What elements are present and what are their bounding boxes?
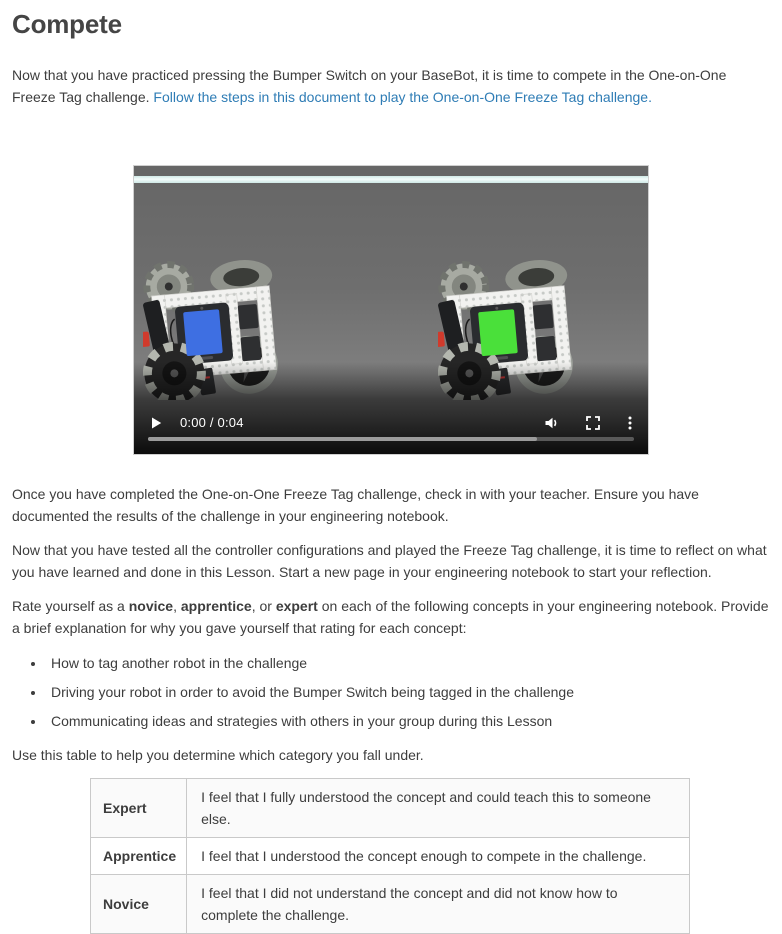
rate-term-apprentice: apprentice [180,598,252,614]
paragraph-check-in: Once you have completed the One-on-One Freeze Tag challenge, check in with your teacher. Ensure you have documented the results of the challenge in your engineering notebook. [12,486,699,524]
list-item-text: How to tag another robot in the challenge [51,655,308,671]
play-icon [149,416,163,430]
rubric-level-expert: Expert [91,779,187,838]
rubric-description: I feel that I understood the concept enough to compete in the challenge. [187,838,690,875]
table-row [91,875,690,934]
paragraph-rate-yourself [12,595,770,639]
intro-text: Now that you have practiced pressing the Bumper Switch on your BaseBot, it is time to compete in the One-on-One Freeze Tag challenge. [12,67,727,105]
paragraph-table-note: Use this table to help you determine which category you fall under. [12,747,424,763]
robot-screen-blue [183,309,223,356]
video-player[interactable] [133,165,649,455]
video-progress-bar[interactable] [148,437,634,441]
rubric-level-novice: Novice [91,875,187,934]
rubric-table [90,778,690,934]
paragraph-reflect: Now that you have tested all the controller configurations and played the Freeze Tag challenge, it is time to reflect on what you have learned and done in this Lesson. Start a new page in your engineering notebook to start your reflection. [12,542,767,580]
robot-screen-green [478,309,518,356]
concepts-list [12,652,770,732]
list-item [46,681,770,703]
rate-post: on each of the following concepts in your engineering notebook. Provide a brief explanation for why you gave yourself that rating for each concept: [12,598,769,636]
rate-term-novice: novice [128,598,174,614]
play-button[interactable] [149,416,163,430]
field-wall-stripe [134,176,648,183]
kebab-menu-icon [627,416,633,430]
rate-sep1: , [173,598,181,614]
fullscreen-icon [586,416,600,430]
list-item [46,652,770,674]
list-item-text: Communicating ideas and strategies with others in your group during this Lesson [51,713,553,729]
table-row [91,838,690,875]
rubric-description: I feel that I fully understood the concept and could teach this to someone else. [187,779,690,838]
volume-button[interactable] [544,416,559,430]
table-row [91,779,690,838]
rate-term-expert: expert [275,598,318,614]
volume-icon [544,416,559,430]
freeze-tag-challenge-link[interactable]: Follow the steps in this document to play the One-on-One Freeze Tag challenge. [153,89,652,105]
time-display: 0:00 / 0:04 [180,415,244,430]
video-controls-overlay [134,362,648,454]
rate-pre: Rate yourself as a [12,598,129,614]
fullscreen-button[interactable] [586,416,600,430]
rubric-description: I feel that I did not understand the concept and did not know how to complete the challenge. [187,875,690,934]
page-title: Compete [12,9,122,39]
list-item-text: Driving your robot in order to avoid the Bumper Switch being tagged in the challenge [51,684,574,700]
list-item [46,710,770,732]
intro-paragraph [12,64,770,108]
rate-sep2: , or [251,598,276,614]
overflow-menu-button[interactable] [627,416,633,430]
video-progress-buffered [148,437,537,441]
rubric-level-apprentice: Apprentice [91,838,187,875]
